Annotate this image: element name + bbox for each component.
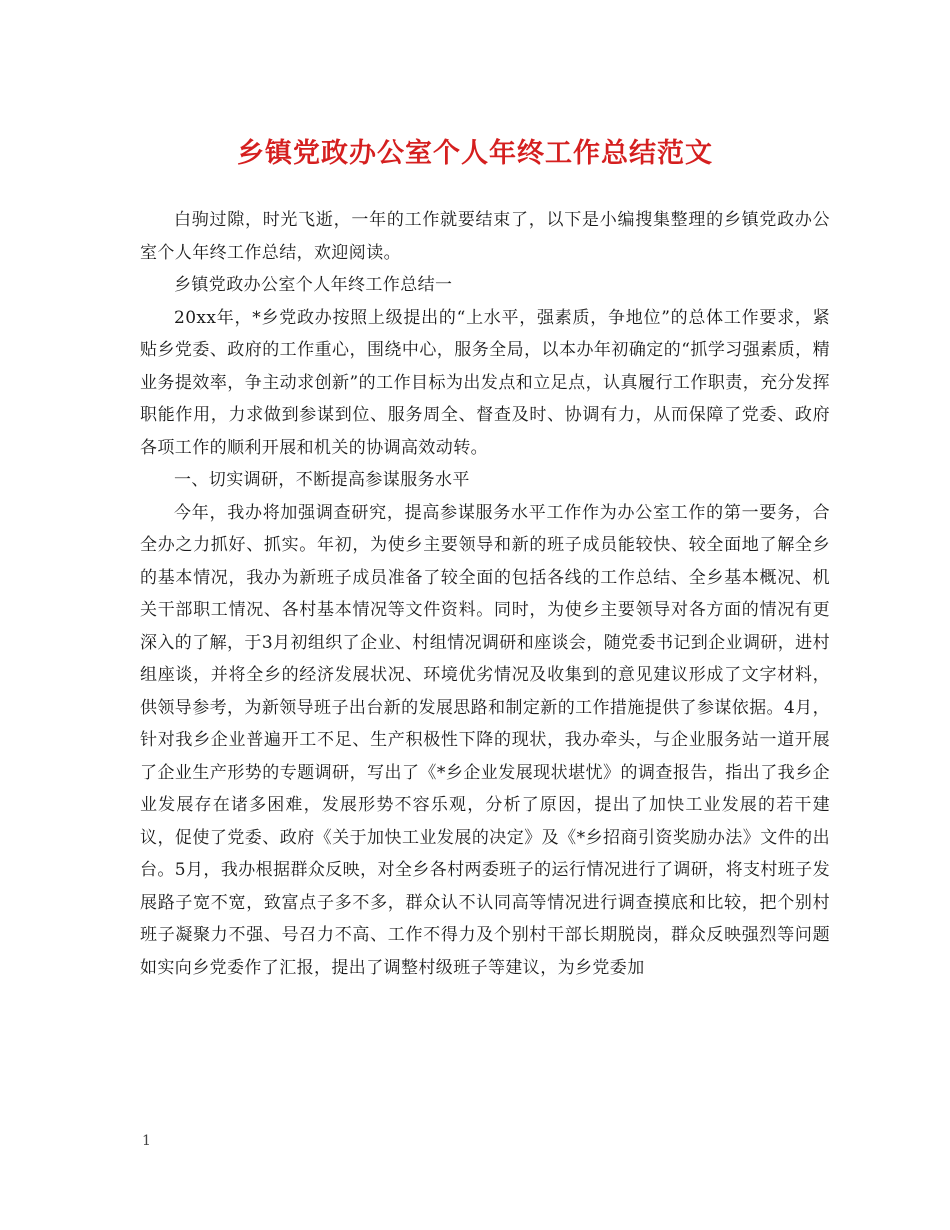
document-title: 乡镇党政办公室个人年终工作总结范文 <box>237 138 713 169</box>
page-number: 1 <box>142 1133 151 1149</box>
body-paragraph: 今年，我办将加强调查研究，提高参谋服务水平工作作为办公室工作的第一要务，合全办之力抓好、抓实。年初，为使乡主要领导和新的班子成员能较快、较全面地了解全乡的基本情况，我办为新班子成员准备了较全面的包括各线的工作总结、全乡基本概况、机关干部职工情况、各村基本情况等文件资料。同时，为使乡主要领导对各方面的情况有更深入的了解，于3月初组织了企业、村组情况调研和座谈会，随党委书记到企业调研，进村组座谈，并将全乡的经济发展状况、环境优劣情况及收集到的意见建议形成了文字材料，供领导参考，为新领导班子出台新的发展思路和制定新的工作措施提供了参谋依据。4月，针对我乡企业普遍开工不足、生产积极性下降的现状，我办牵头，与企业服务站一道开展了企业生产形势的专题调研，写出了《*乡企业发展现状堪忧》的调查报告，指出了我乡企业发展存在诸多困难，发展形势不容乐观，分析了原因，提出了加快工业发展的若干建议，促使了党委、政府《关于加快工业发展的决定》及《*乡招商引资奖励办法》文件的出台。5月，我办根据群众反映，对全乡各村两委班子的运行情况进行了调研，将支村班子发展路子宽不宽，致富点子多不多，群众认不认同高等情况进行调查摸底和比较，把个别村班子凝聚力不强、号召力不高、工作不得力及个别村干部长期脱岗，群众反映强烈等问题如实向乡党委作了汇报，提出了调整村级班子等建议，为乡党委加 <box>140 502 830 978</box>
section-heading: 乡镇党政办公室个人年终工作总结一 <box>174 275 453 295</box>
subsection-heading: 一、切实调研，不断提高参谋服务水平 <box>174 470 470 490</box>
body-paragraph: 20xx年，*乡党政办按照上级提出的“上水平，强素质，争地位”的总体工作要求，紧贴乡党委、政府的工作重心，围绕中心，服务全局，以本办年初确定的“抓学习强素质，精业务提效率，争主动求创新”的工作目标为出发点和立足点，认真履行工作职责，充分发挥职能作用，力求做到参谋到位、服务周全、督查及时、协调有力，从而保障了党委、政府各项工作的顺利开展和机关的协调高效动转。 <box>140 307 830 458</box>
document-body <box>140 204 830 984</box>
intro-paragraph: 白驹过隙，时光飞逝，一年的工作就要结束了，以下是小编搜集整理的乡镇党政办公室个人年终工作总结，欢迎阅读。 <box>140 210 830 263</box>
